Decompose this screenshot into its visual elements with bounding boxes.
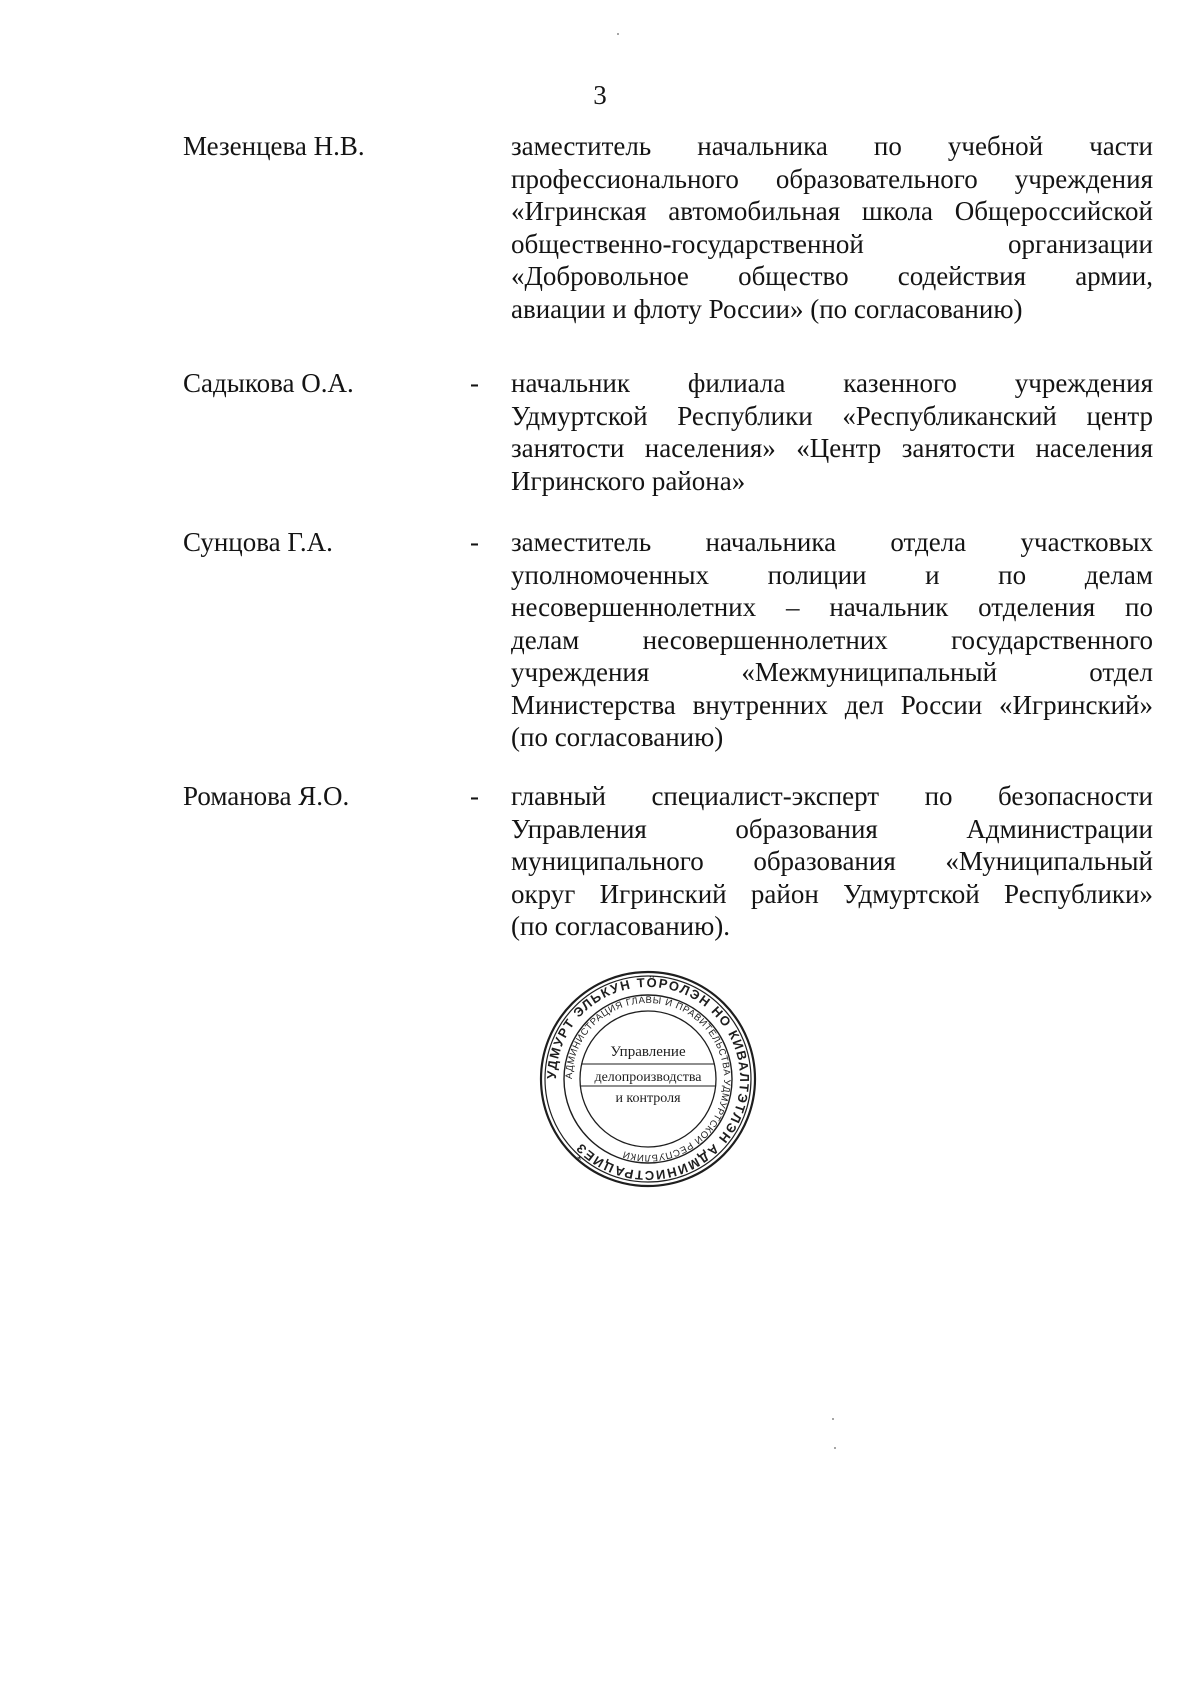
member-name: Романова Я.О.	[183, 781, 350, 811]
position-line: несовершеннолетних – начальник отделения по	[511, 592, 1153, 622]
position-line: «Добровольное общество содействия армии,	[511, 261, 1153, 291]
position-line: авиации и флоту России» (по согласованию)	[511, 293, 1023, 324]
seal-inner-text: АДМИНИСТРАЦИЯ ГЛАВЫ И ПРАВИТЕЛЬСТВА УДМУРТСКОЙ РЕСПУБЛИКИ	[563, 994, 733, 1164]
position-line: округ Игринский район Удмуртской Республики»	[511, 878, 1153, 909]
position-line: главный специалист-эксперт по безопасности	[511, 781, 1153, 811]
position-line: общественно-государственной организации	[511, 228, 1153, 259]
position-line: Министерства внутренних дел России «Игринский»	[511, 689, 1153, 720]
position-line: муниципального образования «Муниципальный	[511, 846, 1153, 876]
member-dash: -	[470, 781, 479, 811]
position-line: Игринского района»	[511, 465, 746, 496]
position-line: Удмуртской Республики «Республиканский центр	[511, 400, 1153, 431]
member-name: Садыкова О.А.	[183, 368, 354, 398]
member-dash: -	[470, 527, 479, 557]
member-position	[511, 780, 1153, 943]
member-position	[511, 367, 1153, 497]
position-line: уполномоченных полиции и по делам	[511, 559, 1153, 590]
position-line: занятости населения» «Центр занятости населения	[511, 433, 1153, 463]
member-dash: -	[470, 368, 479, 398]
position-line: (по согласованию).	[511, 911, 731, 941]
seal-star: *	[577, 1153, 582, 1167]
seal-outer-text: УДМУРТ ЭЛЬКУН ТӦРОЛЭН НО КИВАЛТЭТЛЭН АДМИНИСТРАЦИЕЗ	[543, 974, 753, 1184]
seal-center-line-1: Управление	[610, 1044, 686, 1060]
member-entry-1	[183, 130, 1153, 325]
position-line: заместитель начальника по учебной части	[511, 131, 1153, 161]
member-position	[511, 130, 1153, 325]
position-line: учреждения «Межмуниципальный отдел	[511, 657, 1153, 687]
position-line: начальник филиала казенного учреждения	[511, 368, 1153, 398]
position-line: (по согласованию)	[511, 722, 724, 752]
member-name: Сунцова Г.А.	[183, 527, 333, 557]
seal-stamp-graphic	[537, 968, 759, 1190]
official-seal	[537, 968, 759, 1190]
member-entry-2	[183, 367, 1153, 497]
page-number: 3	[593, 80, 607, 110]
position-line: профессионального образовательного учреждения	[511, 163, 1153, 194]
scan-speck	[832, 1418, 834, 1420]
member-name: Мезенцева Н.В.	[183, 131, 365, 161]
member-entry-3	[183, 526, 1153, 754]
position-line: делам несовершеннолетних государственного	[511, 624, 1153, 655]
position-line: Управления образования Администрации	[511, 813, 1153, 844]
seal-center-line-3: и контроля	[615, 1091, 681, 1106]
scan-speck	[834, 1447, 836, 1449]
position-line: заместитель начальника отдела участковых	[511, 527, 1153, 557]
position-line: «Игринская автомобильная школа Общероссийской	[511, 196, 1153, 226]
member-position	[511, 526, 1153, 754]
seal-center-line-2: делопроизводства	[594, 1070, 702, 1085]
member-entry-4	[183, 780, 1153, 943]
scan-speck	[617, 33, 619, 35]
